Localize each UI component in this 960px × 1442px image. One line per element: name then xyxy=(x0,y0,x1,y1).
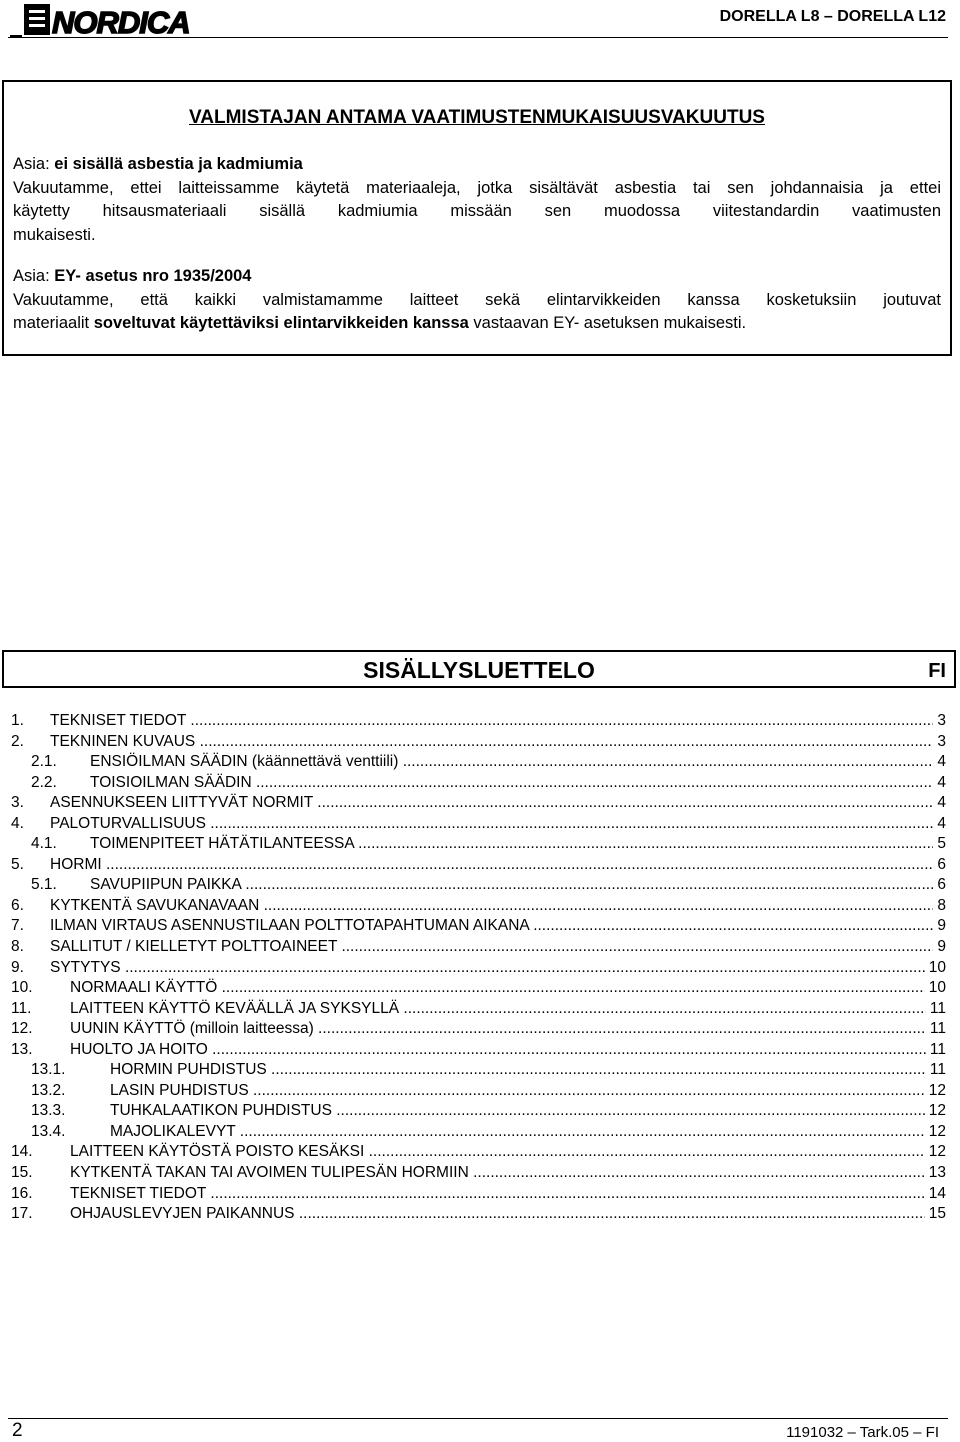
language-code: FI xyxy=(928,660,946,682)
toc-entry-number: 17. xyxy=(11,1205,33,1223)
toc-entry-title: PALOTURVALLISUUS ..... xyxy=(50,814,946,834)
toc-entry-title: HORMIN PUHDISTUS ..... xyxy=(110,1060,946,1080)
regulation-section xyxy=(13,265,941,336)
toc-entry-page: 9 xyxy=(933,916,946,936)
toc-entry-title: SALLITUT / KIELLETYT POLTTOAINEET ..... xyxy=(50,937,946,957)
toc-entry-page: 4 xyxy=(933,752,946,772)
toc-entry[interactable] xyxy=(11,916,946,937)
toc-entry[interactable] xyxy=(11,793,946,814)
toc-entry-number: 2.2. xyxy=(31,773,57,791)
toc-entry-title: UUNIN KÄYTTÖ (milloin laitteessa) ..... xyxy=(70,1019,946,1039)
toc-entry[interactable] xyxy=(11,814,946,835)
toc-entry-page: 4 xyxy=(933,773,946,793)
toc-entry[interactable] xyxy=(11,1081,946,1102)
toc-entry-number: 8. xyxy=(11,938,24,956)
toc-entry-page: 14 xyxy=(925,1184,946,1204)
toc-entry[interactable] xyxy=(11,1122,946,1143)
toc-entry-number: 10. xyxy=(11,979,33,997)
toc-entry-title: TEKNISET TIEDOT ..... xyxy=(50,711,946,731)
toc-entry[interactable] xyxy=(11,978,946,999)
regulation-subject: Asia: EY- asetus nro 1935/2004 xyxy=(13,267,252,285)
toc-entry-title: SAVUPIIPUN PAIKKA ..... xyxy=(90,875,946,895)
toc-entry-page: 12 xyxy=(925,1081,946,1101)
toc-entry-page: 9 xyxy=(933,937,946,957)
toc-entry-number: 4. xyxy=(11,814,24,832)
toc-entry[interactable] xyxy=(11,834,946,855)
toc-entry-title: TUHKALAATIKON PUHDISTUS ..... xyxy=(110,1101,946,1121)
toc-entry[interactable] xyxy=(11,711,946,732)
toc-entry-number: 11. xyxy=(11,999,32,1017)
toc-entry-page: 8 xyxy=(933,896,946,916)
toc-entry-title: TEKNINEN KUVAUS ..... xyxy=(50,732,946,752)
toc-entry[interactable] xyxy=(11,1019,946,1040)
toc-entry-title: MAJOLIKALEVYT ..... xyxy=(110,1122,946,1142)
toc-entry[interactable] xyxy=(11,1184,946,1205)
toc-entry-title: OHJAUSLEVYJEN PAIKANNUS ..... xyxy=(70,1204,946,1224)
toc-entry-number: 13.4. xyxy=(31,1122,66,1140)
toc-entry-number: 13. xyxy=(11,1040,33,1058)
toc-entry-page: 3 xyxy=(933,732,946,752)
toc-entry-page: 11 xyxy=(926,1040,946,1060)
toc-entry-page: 3 xyxy=(933,711,946,731)
toc-entry-number: 15. xyxy=(11,1164,33,1182)
toc-entry-number: 3. xyxy=(11,794,24,812)
toc-entry-number: 13.1. xyxy=(31,1061,66,1079)
toc-entry-title: SYTYTYS ..... xyxy=(50,958,946,978)
toc-entry-page: 12 xyxy=(925,1101,946,1121)
toc-entry-number: 12. xyxy=(11,1020,33,1038)
toc-entry-page: 10 xyxy=(925,958,946,978)
toc-entry[interactable] xyxy=(11,875,946,896)
header-divider xyxy=(8,37,948,38)
toc-entry[interactable] xyxy=(11,1204,946,1225)
toc-entry-title: TOIMENPITEET HÄTÄTILANTEESSA ..... xyxy=(90,834,946,854)
document-title: DORELLA L8 – DORELLA L12 xyxy=(719,8,946,25)
toc-entry-page: 4 xyxy=(933,793,946,813)
toc-entry[interactable] xyxy=(11,1040,946,1061)
toc-entry-title: HUOLTO JA HOITO ..... xyxy=(70,1040,946,1060)
asbestos-subject: Asia: ei sisällä asbestia ja kadmiumia xyxy=(13,155,303,173)
toc-entry-page: 4 xyxy=(933,814,946,834)
toc-entry-number: 5. xyxy=(11,855,24,873)
toc-entry[interactable] xyxy=(11,1163,946,1184)
toc-entry-page: 13 xyxy=(925,1163,946,1183)
toc-entry[interactable] xyxy=(11,1101,946,1122)
toc-entry-title: LASIN PUHDISTUS ..... xyxy=(110,1081,946,1101)
toc-entry-page: 15 xyxy=(925,1204,946,1224)
toc-entry-page: 11 xyxy=(926,999,946,1019)
toc-entry-page: 12 xyxy=(925,1122,946,1142)
toc-entry-page: 6 xyxy=(933,875,946,895)
toc-entry-page: 5 xyxy=(933,834,946,854)
toc-entry[interactable] xyxy=(11,937,946,958)
toc-entry-title: NORMAALI KÄYTTÖ ..... xyxy=(70,978,946,998)
toc-entry-number: 7. xyxy=(11,917,24,935)
page-header xyxy=(0,0,960,42)
toc-entry-number: 2.1. xyxy=(31,753,57,771)
toc-entry-title: TEKNISET TIEDOT ..... xyxy=(70,1184,946,1204)
toc-entry-title: ASENNUKSEEN LIITTYVÄT NORMIT ..... xyxy=(50,793,946,813)
footer-divider xyxy=(8,1418,948,1419)
toc-entry-page: 6 xyxy=(933,855,946,875)
toc-entry-title: KYTKENTÄ TAKAN TAI AVOIMEN TULIPESÄN HORMIIN ..... xyxy=(70,1163,946,1183)
page-number: 2 xyxy=(12,1420,23,1441)
toc-header-box xyxy=(2,650,956,688)
toc-entry-title: ENSIÖILMAN SÄÄDIN (käännettävä venttiili) ..... xyxy=(90,752,946,772)
toc-entry-number: 9. xyxy=(11,958,24,976)
document-code: 1191032 – Tark.05 – FI xyxy=(786,1424,939,1441)
toc-entry[interactable] xyxy=(11,855,946,876)
toc-entry[interactable] xyxy=(11,773,946,794)
toc-entry-title: LAITTEEN KÄYTTÖ KEVÄÄLLÄ JA SYKSYLLÄ ..... xyxy=(70,999,946,1019)
asbestos-text-line: mukaisesti. xyxy=(13,225,96,244)
table-of-contents xyxy=(11,711,946,1225)
regulation-text-line: Vakuutamme, että kaikki valmistamamme laitteet sekä elintarvikkeiden kanssa kosketuksiin joutuvat xyxy=(13,290,941,309)
regulation-text-line: materiaalit soveltuvat käytettäviksi elintarvikkeiden kanssa vastaavan EY- asetuksen mukaisesti. xyxy=(13,314,747,332)
toc-entry[interactable] xyxy=(11,1060,946,1081)
page-footer xyxy=(0,1418,960,1442)
toc-entry[interactable] xyxy=(11,999,946,1020)
asbestos-text-line: Vakuutamme, ettei laitteissamme käytetä materiaaleja, jotka sisältävät asbestia tai sen johdannaisia ja ettei xyxy=(13,178,941,197)
toc-entry-title: KYTKENTÄ SAVUKANAVAAN ..... xyxy=(50,896,946,916)
toc-entry[interactable] xyxy=(11,752,946,773)
toc-entry-number: 2. xyxy=(11,732,24,750)
toc-entry-title: HORMI ..... xyxy=(50,855,946,875)
asbestos-section xyxy=(13,153,941,247)
toc-entry[interactable] xyxy=(11,896,946,917)
toc-entry-page: 10 xyxy=(925,978,946,998)
toc-entry-page: 11 xyxy=(926,1019,946,1039)
toc-entry-title: TOISIOILMAN SÄÄDIN ..... xyxy=(90,773,946,793)
toc-entry-page: 12 xyxy=(925,1142,946,1162)
svg-text:NORDICA: NORDICA xyxy=(52,5,190,39)
toc-title: SISÄLLYSLUETTELO xyxy=(363,657,595,683)
toc-entry-title: ILMAN VIRTAUS ASENNUSTILAAN POLTTOTAPAHTUMAN AIKANA ..... xyxy=(50,916,946,936)
toc-entry-number: 5.1. xyxy=(31,876,57,894)
toc-entry-number: 13.3. xyxy=(31,1102,66,1120)
toc-entry-number: 6. xyxy=(11,896,24,914)
toc-entry-number: 16. xyxy=(11,1184,33,1202)
toc-entry-page: 11 xyxy=(926,1060,946,1080)
toc-entry-number: 4.1. xyxy=(31,835,57,853)
toc-entry[interactable] xyxy=(11,958,946,979)
toc-entry[interactable] xyxy=(11,1142,946,1163)
toc-entry-title: LAITTEEN KÄYTÖSTÄ POISTO KESÄKSI ..... xyxy=(70,1142,946,1162)
nordica-logo xyxy=(10,1,210,39)
toc-entry-number: 1. xyxy=(11,712,24,729)
asbestos-text-line: käytetty hitsausmateriaali sisällä kadmiumia missään sen muodossa viitestandardin vaatimusten xyxy=(13,202,941,220)
toc-entry[interactable] xyxy=(11,732,946,753)
conformity-declaration-box xyxy=(2,80,952,356)
toc-entry-number: 13.2. xyxy=(31,1081,66,1099)
toc-entry-number: 14. xyxy=(11,1143,33,1161)
declaration-title: VALMISTAJAN ANTAMA VAATIMUSTENMUKAISUUSVAKUUTUS xyxy=(189,107,765,128)
